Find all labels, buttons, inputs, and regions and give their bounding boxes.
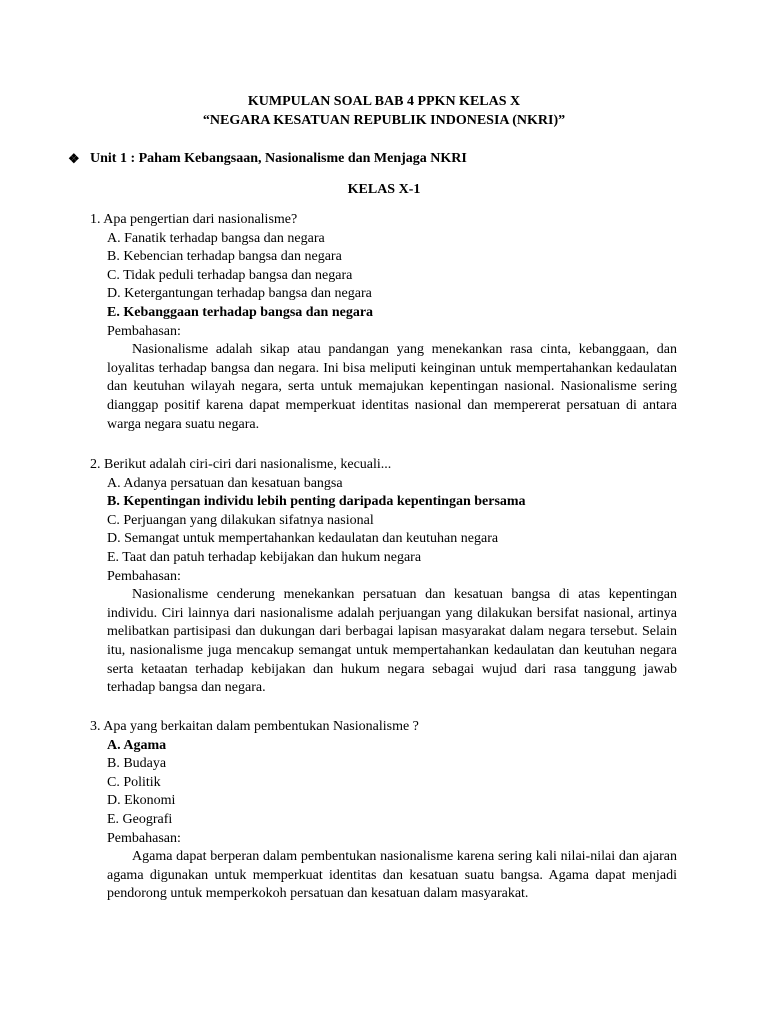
- question-text: 2. Berikut adalah ciri-ciri dari nasionalisme, kecuali...: [90, 457, 392, 472]
- diamond-bullet-icon: ❖: [68, 151, 80, 166]
- option-a: A. Fanatik terhadap bangsa dan negara: [107, 230, 325, 246]
- pembahasan-label: Pembahasan:: [107, 323, 181, 339]
- question-text: 3. Apa yang berkaitan dalam pembentukan Nasionalisme ?: [90, 719, 419, 734]
- option-e: E. Taat dan patuh terhadap kebijakan dan hukum negara: [107, 549, 422, 565]
- question-1: [90, 211, 680, 434]
- option-d: D. Semangat untuk mempertahankan kedaulatan dan keutuhan negara: [107, 531, 499, 547]
- option-a-correct: A. Agama: [107, 737, 167, 753]
- pembahasan-label: Pembahasan:: [107, 830, 181, 846]
- option-c: C. Tidak peduli terhadap bangsa dan negara: [107, 267, 353, 283]
- pembahasan-label: Pembahasan:: [107, 568, 181, 584]
- option-d: D. Ketergantungan terhadap bangsa dan negara: [107, 286, 372, 302]
- unit-heading: [68, 150, 467, 169]
- option-e-correct: E. Kebanggaan terhadap bangsa dan negara: [107, 304, 374, 320]
- option-d: D. Ekonomi: [107, 793, 176, 809]
- option-b-correct: B. Kepentingan individu lebih penting daripada kepentingan bersama: [107, 494, 526, 510]
- question-text: 1. Apa pengertian dari nasionalisme?: [90, 212, 298, 227]
- pembahasan-text: Agama dapat berperan dalam pembentukan nasionalisme karena sering kali nilai-nilai dan ajaran agama digunakan untuk memperkuat identitas dan kesatuan suatu bangsa. Agama dapat menjadi pendorong untuk memperkokoh persatuan dan kesatuan dalam masyarakat.: [107, 849, 677, 902]
- class-heading: KELAS X-1: [347, 182, 421, 197]
- option-c: C. Politik: [107, 774, 161, 790]
- option-b: B. Kebencian terhadap bangsa dan negara: [107, 249, 342, 265]
- option-e: E. Geografi: [107, 811, 173, 827]
- title-line-2: “NEGARA KESATUAN REPUBLIK INDONESIA (NKRI)”: [202, 112, 566, 128]
- options-list: [90, 475, 680, 568]
- options-list: [90, 737, 680, 830]
- option-b: B. Budaya: [107, 756, 167, 772]
- pembahasan-text: Nasionalisme adalah sikap atau pandangan yang menekankan rasa cinta, kebanggaan, dan loyalitas terhadap bangsa dan negara. Ini bisa meliputi keinginan untuk mempertahankan kedaulatan dan keutuhan wilayah negara, serta untuk memajukan kepentingan nasional. Nasionalisme sering dianggap positif karena dapat memperkuat identitas nasional dan mempererat persatuan di antara warga negara suatu negara.: [107, 342, 677, 432]
- option-a: A. Adanya persatuan dan kesatuan bangsa: [107, 475, 343, 491]
- question-3: [90, 718, 680, 904]
- question-2: [90, 456, 680, 698]
- options-list: [90, 230, 680, 323]
- title-line-1: KUMPULAN SOAL BAB 4 PPKN KELAS X: [247, 94, 521, 109]
- pembahasan-text: Nasionalisme cenderung menekankan persatuan dan kesatuan bangsa di atas kepentingan individu. Ciri lainnya dari nasionalisme adalah perjuangan yang dilakukan bersifat nasional, artinya melibatkan partisipasi dan dukungan dari berbagai lapisan masyarakat dalam negara tersebut. Selain itu, nasionalisme juga mencakup semangat untuk mempertahankan kedaulatan dan keutuhan negara serta ketaatan terhadap kebijakan dan hukum negara sebagai wujud dari rasa tanggung jawab terhadap bangsa dan negara.: [107, 587, 677, 696]
- document-title: [0, 93, 768, 130]
- unit-title: Unit 1 : Paham Kebangsaan, Nasionalisme dan Menjaga NKRI: [90, 151, 467, 166]
- option-c: C. Perjuangan yang dilakukan sifatnya nasional: [107, 512, 374, 528]
